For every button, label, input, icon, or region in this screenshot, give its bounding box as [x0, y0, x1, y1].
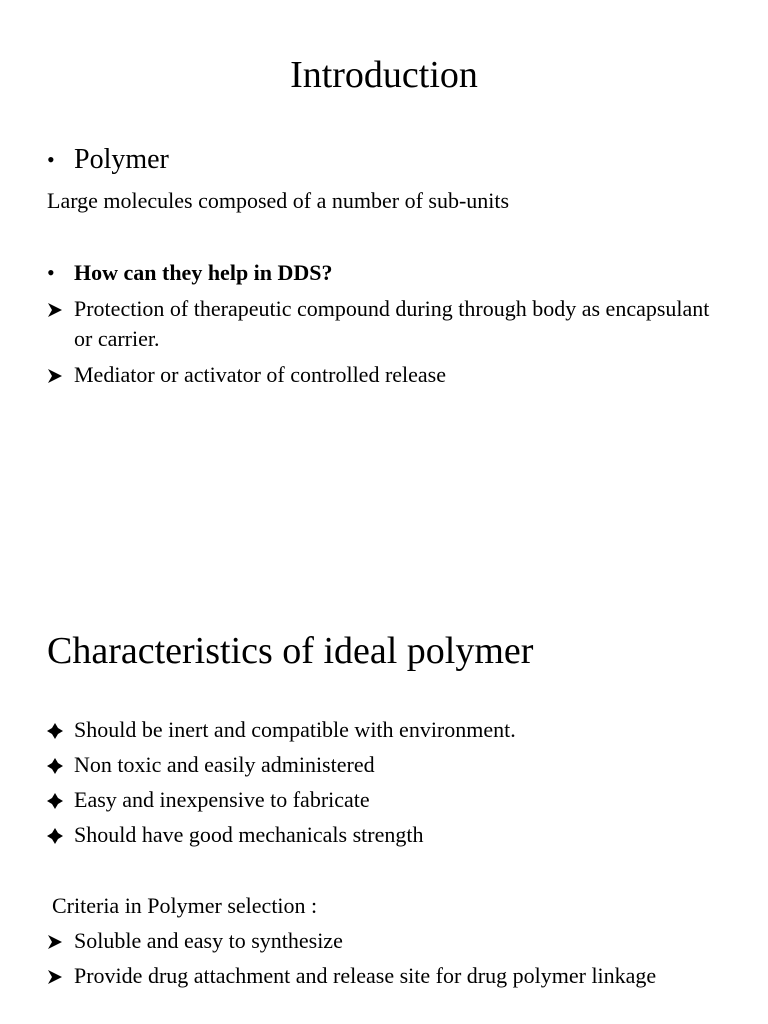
point-item — [47, 294, 727, 354]
question-text: How can they help in DDS? — [74, 260, 333, 285]
characteristic-text: Should have good mechanicals strength — [74, 822, 424, 847]
criteria-text: Provide drug attachment and release site for drug polymer linkage — [74, 963, 657, 988]
characteristic-item — [47, 750, 727, 780]
characteristic-item — [47, 785, 727, 815]
arrow-bullet-icon — [47, 961, 74, 991]
diamond-bullet-icon — [47, 750, 74, 780]
slide-characteristics — [0, 512, 768, 1024]
characteristic-item — [47, 715, 727, 745]
bullet-dot-icon: • — [47, 260, 55, 285]
point-text: Protection of therapeutic compound during through body as encapsulant or carrier. — [74, 296, 710, 351]
bullet-dot-icon: • — [47, 147, 55, 172]
bullet-polymer — [47, 142, 727, 178]
characteristic-text: Easy and inexpensive to fabricate — [74, 787, 370, 812]
bullet-text: Polymer — [74, 144, 169, 175]
point-text: Mediator or activator of controlled release — [74, 362, 447, 387]
characteristic-text: Non toxic and easily administered — [74, 752, 375, 777]
bullet-question — [47, 258, 727, 288]
arrow-bullet-icon — [47, 360, 74, 390]
point-item — [47, 360, 727, 390]
diamond-bullet-icon — [47, 820, 74, 850]
diamond-bullet-icon — [47, 785, 74, 815]
diamond-bullet-icon — [47, 715, 74, 745]
characteristic-text: Should be inert and compatible with environment. — [74, 717, 516, 742]
arrow-bullet-icon — [47, 926, 74, 956]
polymer-definition: Large molecules composed of a number of sub-units — [47, 188, 510, 213]
criteria-text: Soluble and easy to synthesize — [74, 928, 343, 953]
criteria-item — [47, 961, 727, 991]
slide-title: Introduction — [290, 54, 478, 96]
criteria-heading: Criteria in Polymer selection : — [52, 893, 318, 918]
characteristic-item — [47, 820, 727, 850]
slide-title: Characteristics of ideal polymer — [47, 630, 534, 672]
criteria-item — [47, 926, 727, 956]
arrow-bullet-icon — [47, 294, 74, 354]
